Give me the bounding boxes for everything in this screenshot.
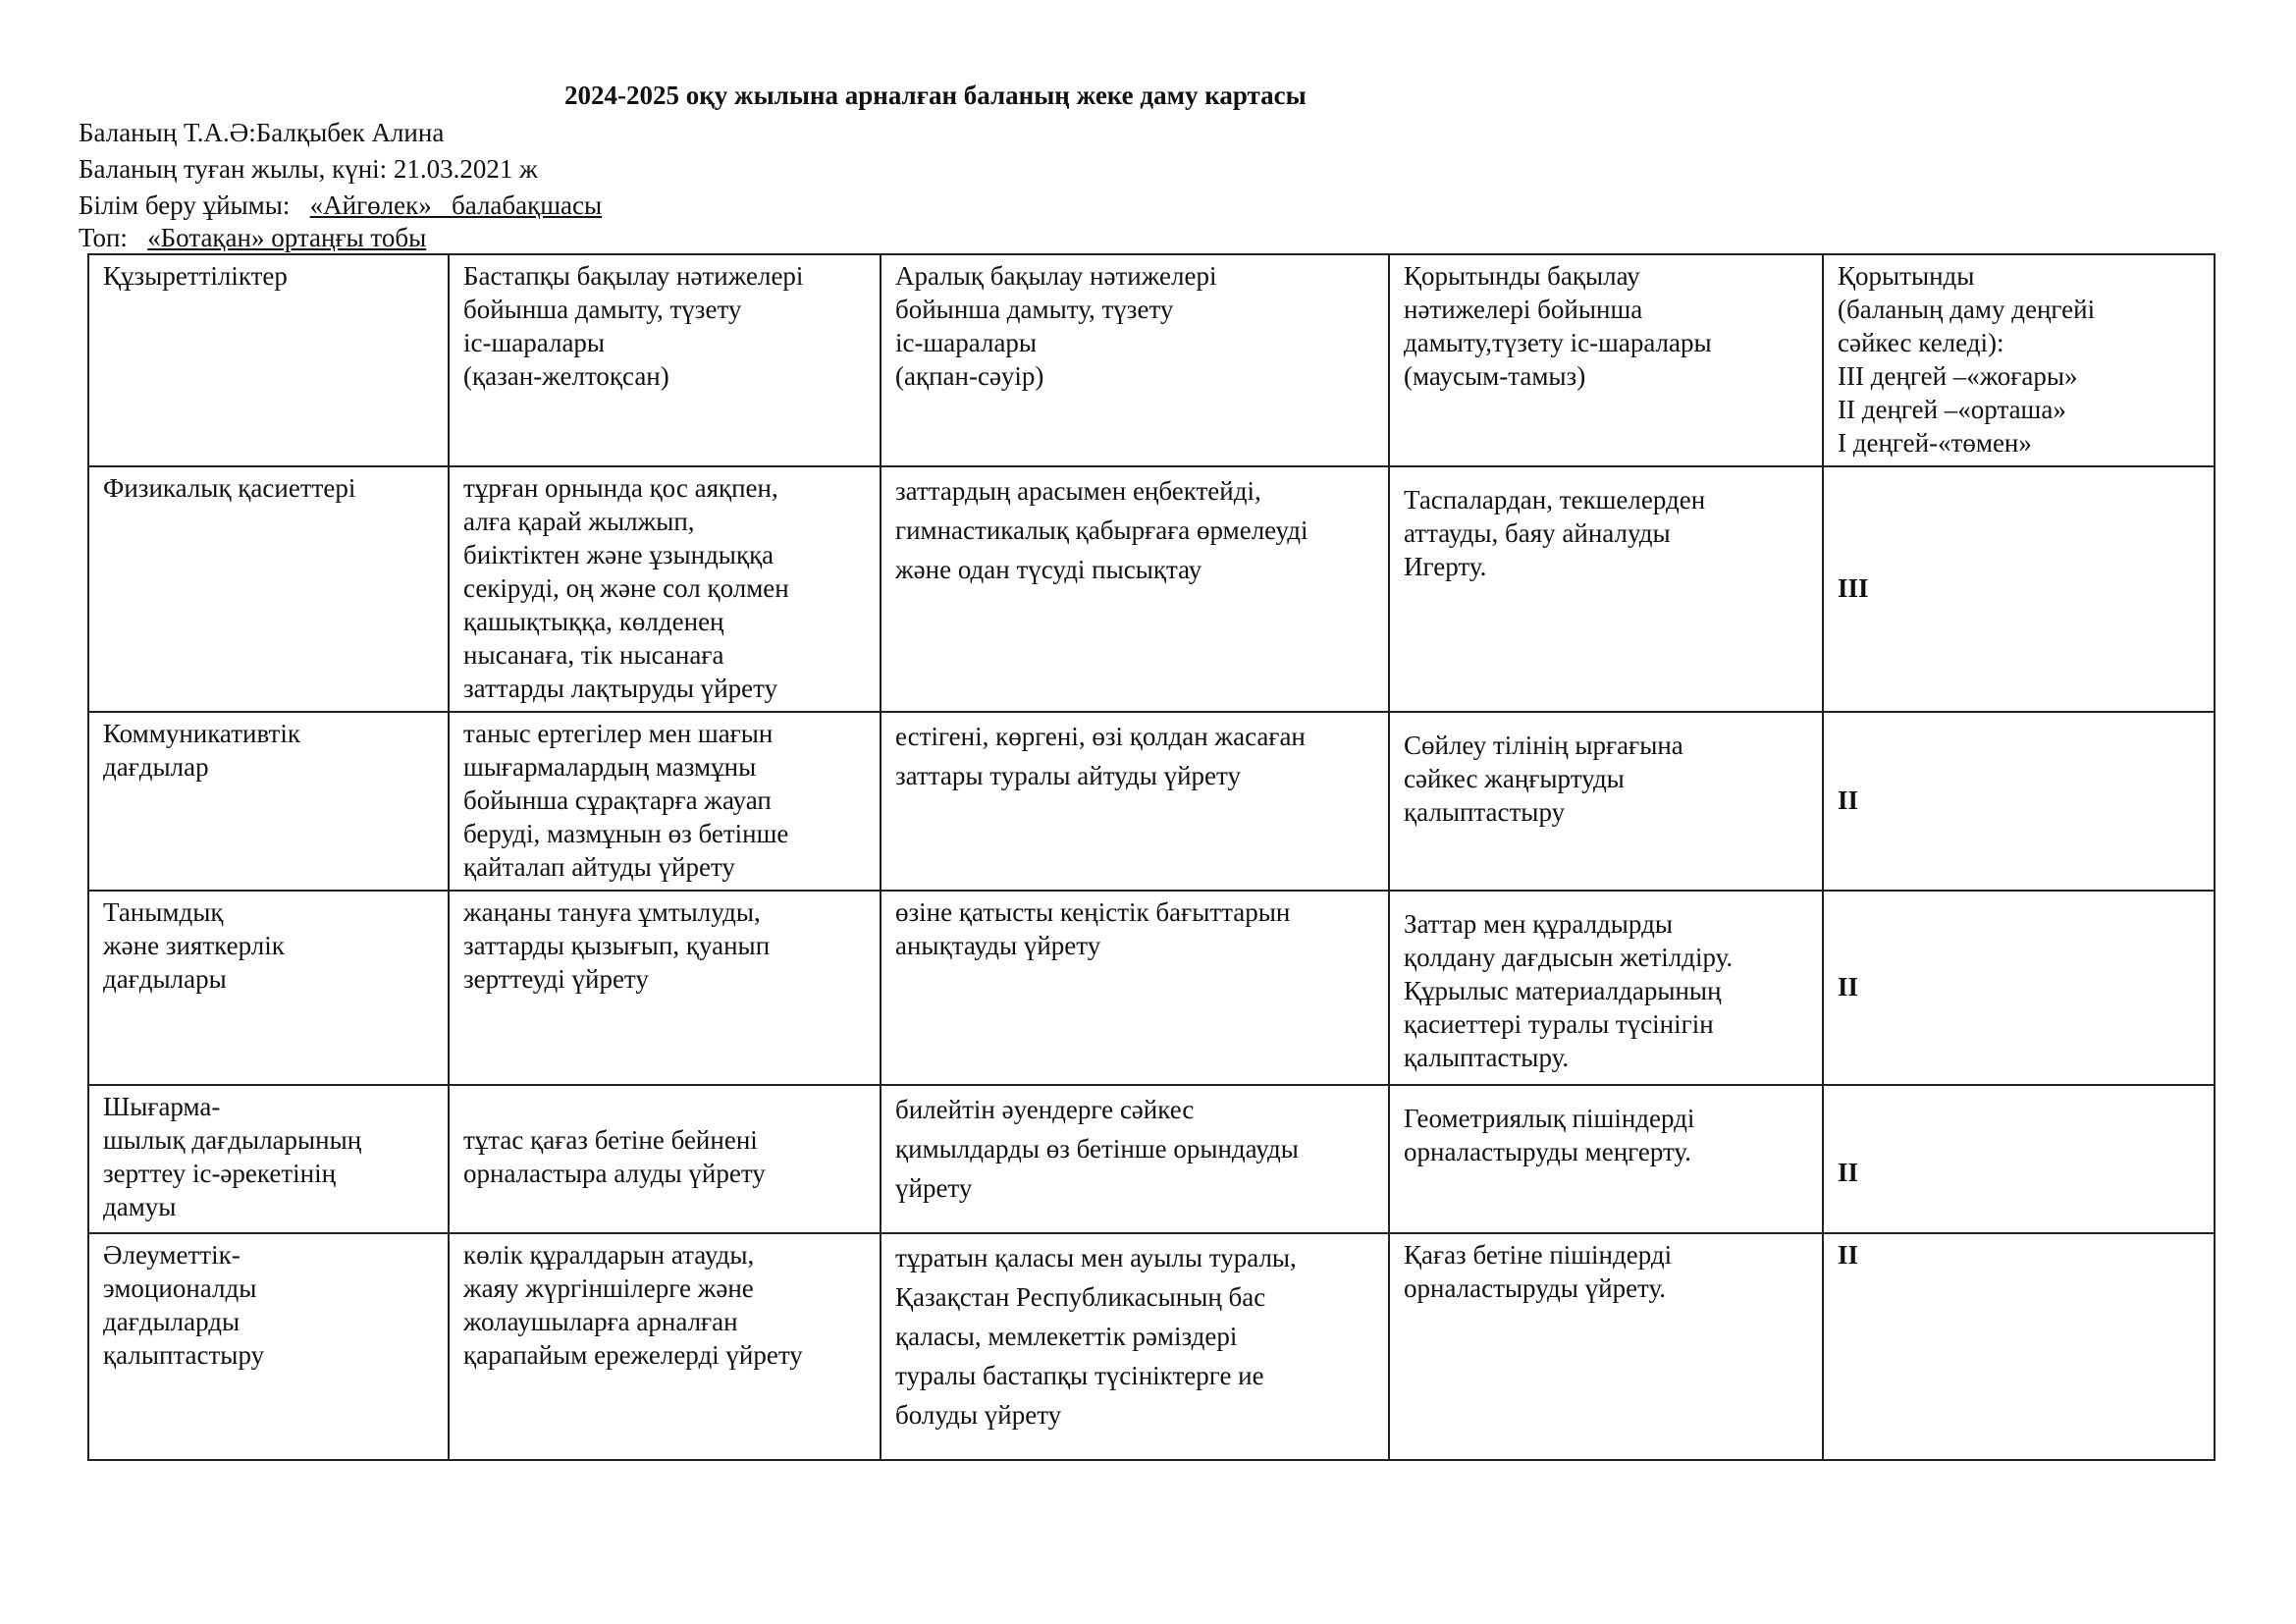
child-name-value: Балқыбек Алина: [255, 118, 445, 147]
intermediate-cell: өзіне қатысты кеңістік бағыттарын анықтауды үйрету: [881, 891, 1389, 1085]
intermediate-cell: тұратын қаласы мен ауылы туралы, Қазақстан Республикасының бас қаласы, мемлекеттік рәміздері туралы бастапқы түсініктерге ие болуды үйрету: [881, 1233, 1389, 1460]
document-title: 2024-2025 оқу жылына арналған баланың жеке даму картасы: [564, 81, 1307, 110]
intermediate-cell: заттардың арасымен еңбектейді, гимнастикалық қабырғаға өрмелеуді және одан түсуді пысықтау: [881, 466, 1389, 712]
competency-cell: Шығарма- шылық дағдыларының зерттеу іс-әрекетінің дамуы: [88, 1085, 449, 1233]
competency-cell: Коммуникативтік дағдылар: [88, 712, 449, 891]
table-row: [88, 1085, 2215, 1233]
level-cell: II: [1823, 1233, 2215, 1460]
header-competencies: Құзыреттіліктер: [88, 254, 449, 466]
initial-cell: көлік құралдарын атауды, жаяу жүргіншілерге және жолаушыларға арналған қарапайым ережелерді үйрету: [449, 1233, 881, 1460]
group-value: «Ботақан» ортаңғы тобы: [147, 223, 427, 252]
development-card-table: [87, 253, 2216, 1461]
final-cell: Сөйлеу тілінің ырғағына сәйкес жаңғыртуды қалыптастыру: [1389, 712, 1823, 891]
competency-cell: Физикалық қасиеттері: [88, 466, 449, 712]
group-label: Топ:: [79, 223, 148, 252]
table-header-row: [88, 254, 2215, 466]
organization-line: [79, 190, 602, 221]
birth-date-label: Баланың туған жылы, күні:: [79, 154, 394, 184]
table-row: [88, 466, 2215, 712]
final-cell: Геометриялық пішіндерді орналастыруды меңгерту.: [1389, 1085, 1823, 1233]
initial-cell: таныс ертегілер мен шағын шығармалардың мазмұны бойынша сұрақтарға жауап беруді, мазмұнын өз бетінше қайталап айтуды үйрету: [449, 712, 881, 891]
competency-cell: Әлеуметтік- эмоционалды дағдыларды қалыптастыру: [88, 1233, 449, 1460]
header-initial: Бастапқы бақылау нәтижелері бойынша дамыту, түзету іс-шаралары (қазан-желтоқсан): [449, 254, 881, 466]
final-cell: Заттар мен құралдырды қолдану дағдысын жетілдіру. Құрылыс материалдарының қасиеттері туралы түсінігін қалыптастыру.: [1389, 891, 1823, 1085]
level-cell: II: [1823, 891, 2215, 1085]
header-intermediate: Аралық бақылау нәтижелері бойынша дамыту, түзету іс-шаралары (ақпан-сәуір): [881, 254, 1389, 466]
initial-cell: тұтас қағаз бетіне бейнені орналастыра алуды үйрету: [449, 1085, 881, 1233]
intermediate-cell: естігені, көргені, өзі қолдан жасаған заттары туралы айтуды үйрету: [881, 712, 1389, 891]
birth-date-value: 21.03.2021 ж: [393, 154, 538, 184]
initial-cell: тұрған орнында қос аяқпен, алға қарай жылжып, биіктіктен және ұзындыққа секіруді, оң және сол қолмен қашықтыққа, көлденең нысанаға, тік нысанаға заттарды лақтыруды үйрету: [449, 466, 881, 712]
final-cell: Қағаз бетіне пішіндерді орналастыруды үйрету.: [1389, 1233, 1823, 1460]
initial-cell: жаңаны тануға ұмтылуды, заттарды қызығып, қуанып зерттеуді үйрету: [449, 891, 881, 1085]
group-line: [79, 223, 426, 253]
level-cell: II: [1823, 712, 2215, 891]
level-cell: III: [1823, 466, 2215, 712]
header-final: Қорытынды бақылау нәтижелері бойынша дамыту,түзету іс-шаралары (маусым-тамыз): [1389, 254, 1823, 466]
table-row: [88, 891, 2215, 1085]
level-cell: II: [1823, 1085, 2215, 1233]
organization-label: Білім беру ұйымы:: [79, 190, 310, 220]
table-row: [88, 712, 2215, 891]
header-conclusion: Қорытынды (баланың даму деңгейі сәйкес келеді): III деңгей –«жоғары» II деңгей –«орташа» I деңгей-«төмен»: [1823, 254, 2215, 466]
final-cell: Таспалардан, текшелерден аттауды, баяу айналуды Игерту.: [1389, 466, 1823, 712]
child-name-label: Баланың Т.А.Ә:: [79, 118, 256, 147]
birth-date-line: [79, 154, 538, 185]
competency-cell: Танымдық және зияткерлік дағдылары: [88, 891, 449, 1085]
intermediate-cell: билейтін әуендерге сәйкес қимылдарды өз бетінше орындауды үйрету: [881, 1085, 1389, 1233]
table-row: [88, 1233, 2215, 1460]
organization-value: «Айгөлек» балабақшасы: [309, 190, 603, 220]
child-name-line: [79, 118, 444, 148]
